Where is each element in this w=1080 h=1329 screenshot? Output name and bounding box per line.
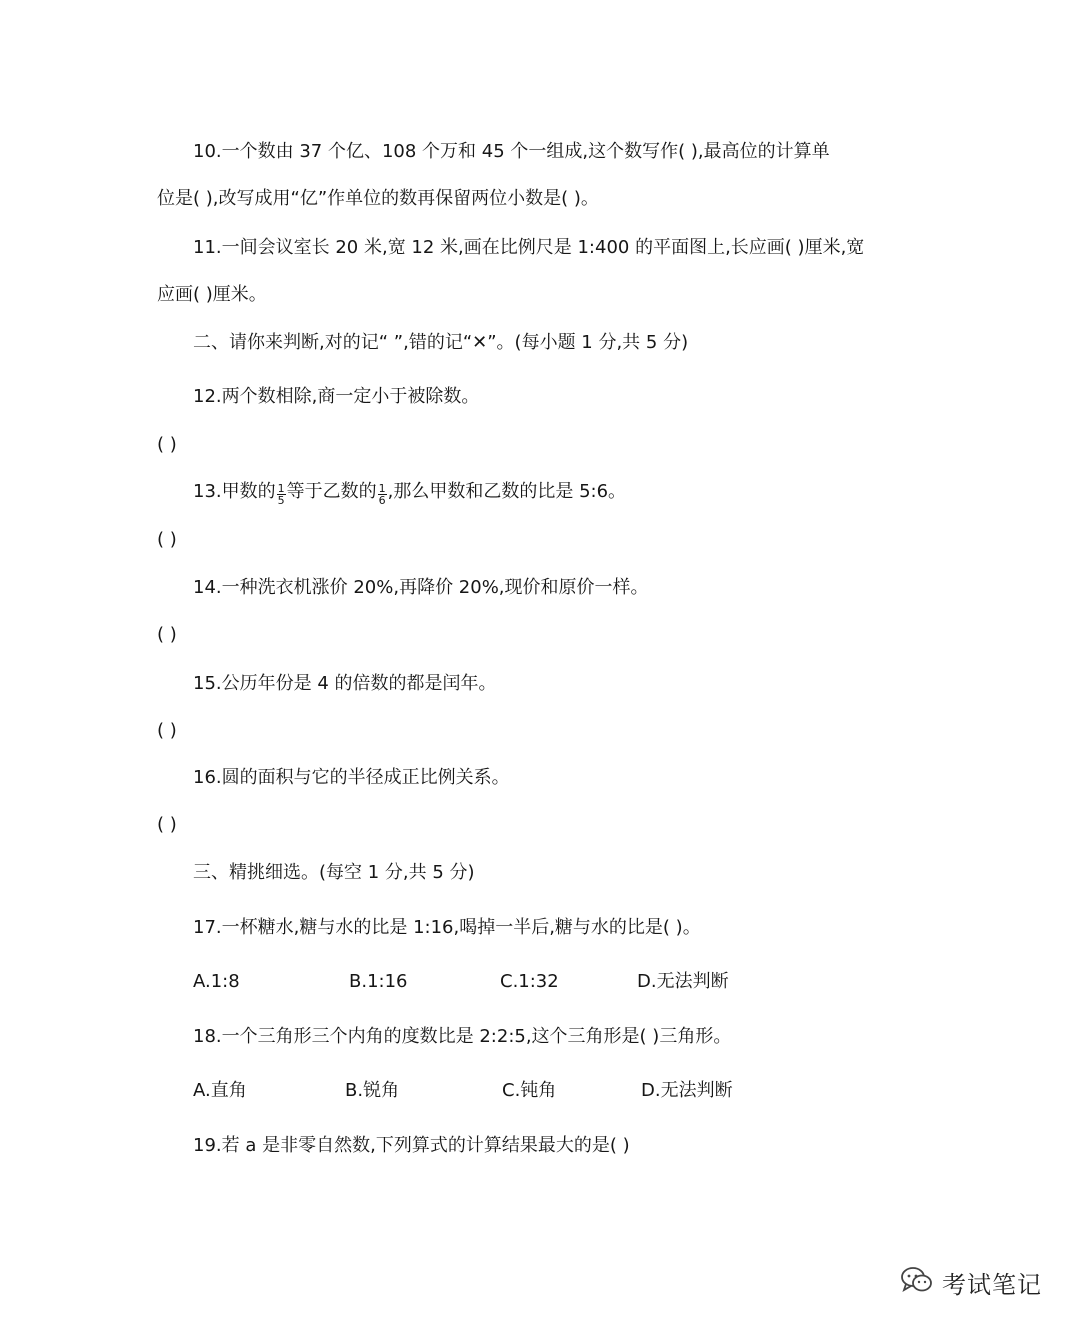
q17-option-d: D.无法判断 [637, 971, 729, 992]
q19-text: 19.若 a 是非零自然数,下列算式的计算结果最大的是( ) [193, 1135, 630, 1156]
q17-option-a: A.1:8 [193, 971, 240, 992]
q13-frac1-num: 1 [277, 481, 285, 495]
q10-line2: 位是( ),改写成用“亿”作单位的数再保留两位小数是( )。 [157, 188, 599, 209]
q17-option-b: B.1:16 [349, 971, 408, 992]
q12-answer-blank: ( ) [157, 434, 177, 455]
q10-line1: 10.一个数由 37 个亿、108 个万和 45 个一组成,这个数写作( ),最高位的计算单 [193, 141, 830, 162]
q18-option-c: C.钝角 [502, 1080, 557, 1101]
q13-answer-blank: ( ) [157, 529, 177, 550]
q13-text [193, 480, 627, 507]
q14-text: 14.一种洗衣机涨价 20%,再降价 20%,现价和原价一样。 [193, 577, 649, 598]
q12-text: 12.两个数相除,商一定小于被除数。 [193, 386, 480, 407]
q13-mid: 等于乙数的 [286, 481, 377, 502]
q18-option-b: B.锐角 [345, 1080, 400, 1101]
q11-line1: 11.一间会议室长 20 米,宽 12 米,画在比例尺是 1:400 的平面图上,长应画( )厘米,宽 [193, 237, 865, 258]
q17-text: 17.一杯糖水,糖与水的比是 1:16,喝掉一半后,糖与水的比是( )。 [193, 917, 701, 938]
q13-frac1-den: 5 [277, 493, 285, 507]
wechat-icon [900, 1265, 934, 1299]
watermark [900, 1262, 1042, 1302]
q11-line2: 应画( )厘米。 [157, 284, 267, 305]
q18-text: 18.一个三角形三个内角的度数比是 2:2:5,这个三角形是( )三角形。 [193, 1026, 732, 1047]
section3-heading: 三、精挑细选。(每空 1 分,共 5 分) [193, 862, 475, 883]
q15-answer-blank: ( ) [157, 720, 177, 741]
q13-frac2-den: 6 [378, 493, 386, 507]
q14-answer-blank: ( ) [157, 624, 177, 645]
q15-text: 15.公历年份是 4 的倍数的都是闰年。 [193, 673, 497, 694]
q17-option-c: C.1:32 [500, 971, 559, 992]
section2-heading: 二、请你来判断,对的记“ ”,错的记“✕”。(每小题 1 分,共 5 分) [193, 332, 689, 353]
watermark-text: 考试笔记 [942, 1270, 1042, 1299]
q18-option-a: A.直角 [193, 1080, 247, 1101]
q16-answer-blank: ( ) [157, 814, 177, 835]
q13-pre: 13.甲数的 [193, 481, 276, 502]
q13-fraction-2 [378, 483, 387, 506]
q13-frac2-num: 1 [378, 481, 386, 495]
q13-fraction-1 [277, 483, 286, 506]
q16-text: 16.圆的面积与它的半径成正比例关系。 [193, 767, 510, 788]
q18-option-d: D.无法判断 [641, 1080, 733, 1101]
q13-post: ,那么甲数和乙数的比是 5:6。 [387, 481, 627, 502]
